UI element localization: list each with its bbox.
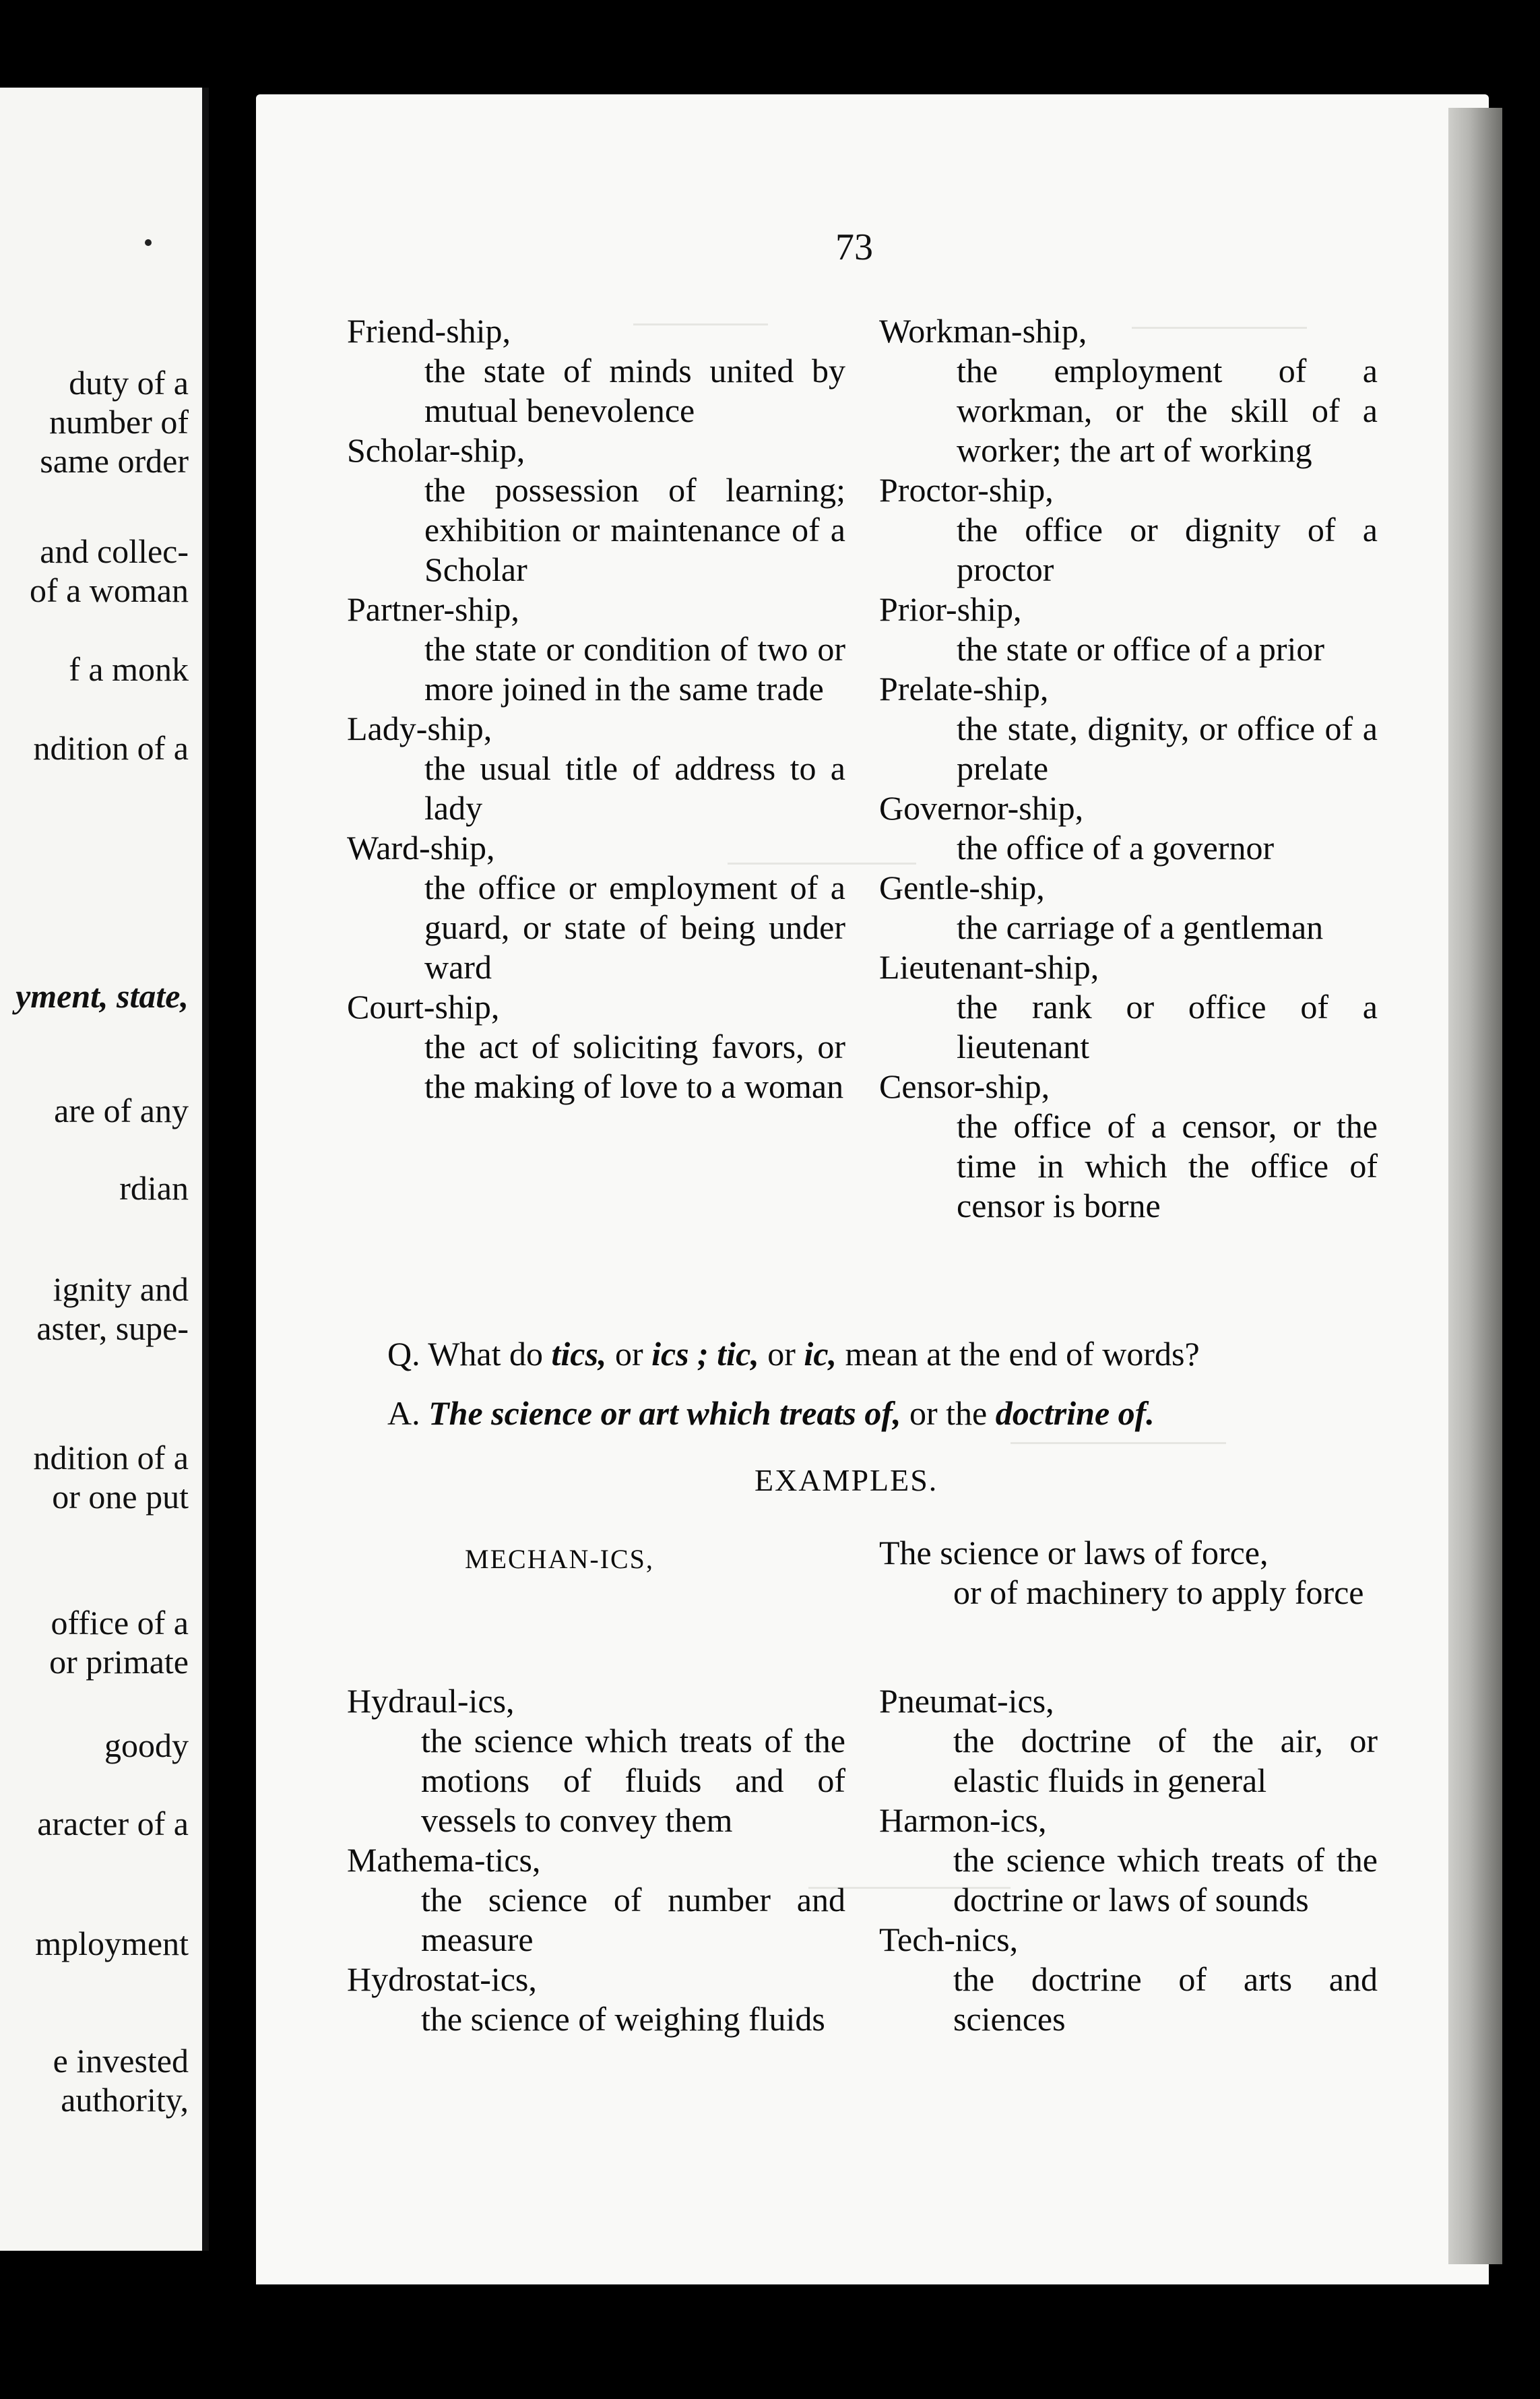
entry bbox=[879, 788, 1378, 868]
term: Tech-nics, bbox=[879, 1921, 1019, 1958]
term: Lieutenant-ship, bbox=[879, 948, 1099, 986]
entry bbox=[347, 828, 845, 987]
left-fragment: authority, bbox=[61, 2081, 189, 2119]
term: Friend-ship, bbox=[347, 312, 511, 350]
left-fragment: rdian bbox=[119, 1169, 189, 1207]
definition: the state or office of a prior bbox=[957, 630, 1325, 668]
entry bbox=[879, 1067, 1378, 1226]
suffix-term: tics, bbox=[551, 1335, 607, 1373]
definition: the science of number and measure bbox=[421, 1881, 845, 1958]
definition: the state of minds united by mutual benevolence bbox=[424, 352, 845, 429]
entry bbox=[347, 1960, 845, 2039]
definition-rest: or of machinery to apply force bbox=[953, 1574, 1364, 1611]
entry bbox=[879, 868, 1378, 947]
left-fragment: yment, state, bbox=[15, 977, 189, 1015]
mechanics-definition bbox=[879, 1533, 1378, 1613]
definition: the doctrine of the air, or elastic fluids in general bbox=[953, 1722, 1378, 1799]
examples-heading: EXAMPLES. bbox=[755, 1463, 938, 1497]
term: Gentle-ship, bbox=[879, 869, 1045, 906]
left-fragment: and collec- bbox=[40, 532, 189, 570]
term: Pneumat-ics, bbox=[879, 1682, 1054, 1720]
definition: the doctrine of arts and sciences bbox=[953, 1960, 1378, 2038]
entry bbox=[879, 470, 1378, 590]
term: Partner-ship, bbox=[347, 590, 519, 628]
definition: the possession of learning; exhibition or maintenance of a Scholar bbox=[424, 471, 845, 588]
left-fragment: ndition of a bbox=[33, 729, 189, 767]
left-fragment: aracter of a bbox=[37, 1805, 189, 1842]
entry bbox=[879, 1801, 1378, 1920]
left-fragment: number of bbox=[49, 403, 189, 441]
entry bbox=[347, 1681, 845, 1840]
question-text: What do bbox=[428, 1335, 543, 1373]
previous-page bbox=[0, 88, 209, 2251]
term: Hydrostat-ics, bbox=[347, 1960, 537, 1998]
ink-dot bbox=[145, 239, 152, 246]
entry bbox=[347, 1840, 845, 1960]
definition: the employment of a workman, or the skill of a worker; the art of working bbox=[957, 352, 1378, 469]
entry bbox=[347, 590, 845, 709]
left-fragment: office of a bbox=[51, 1604, 189, 1642]
definition: the state, dignity, or office of a prelate bbox=[957, 710, 1378, 787]
answer-emphasis: doctrine of. bbox=[995, 1394, 1155, 1432]
ics-column-left bbox=[347, 1681, 845, 2039]
left-fragment: f a monk bbox=[69, 650, 189, 688]
question bbox=[387, 1334, 1371, 1373]
definition: the science which treats of the doctrine or laws of sounds bbox=[953, 1841, 1378, 1919]
answer bbox=[387, 1394, 1371, 1433]
term: Proctor-ship, bbox=[879, 471, 1054, 509]
entry bbox=[879, 1920, 1378, 2039]
definition: the act of soliciting favors, or the making of love to a woman bbox=[424, 1028, 845, 1105]
ship-column-left bbox=[347, 311, 845, 1107]
question-label: Q. bbox=[387, 1335, 420, 1373]
suffix-term: ic, bbox=[804, 1335, 837, 1373]
definition: the science of weighing fluids bbox=[421, 2000, 825, 2038]
question-text: or bbox=[767, 1335, 796, 1373]
entry bbox=[879, 311, 1378, 470]
definition: the office of a censor, or the time in which the office of censor is borne bbox=[957, 1107, 1378, 1224]
entry bbox=[879, 947, 1378, 1067]
question-text: or bbox=[614, 1335, 643, 1373]
definition-first-line: The science or laws of force, bbox=[879, 1534, 1269, 1571]
left-fragment: ndition of a bbox=[33, 1439, 189, 1476]
left-fragment: ignity and bbox=[53, 1270, 189, 1308]
term: Harmon-ics, bbox=[879, 1801, 1047, 1839]
left-fragment: are of any bbox=[54, 1092, 189, 1129]
left-fragment: mployment bbox=[35, 1925, 189, 1962]
term: Ward-ship, bbox=[347, 829, 495, 867]
entry bbox=[347, 311, 845, 431]
definition: the state or condition of two or more joined in the same trade bbox=[424, 630, 845, 708]
left-fragment: same order bbox=[40, 442, 189, 480]
term: Prior-ship, bbox=[879, 590, 1022, 628]
left-fragment: aster, supe- bbox=[36, 1309, 189, 1347]
entry bbox=[879, 590, 1378, 669]
entry bbox=[347, 987, 845, 1107]
term: Governor-ship, bbox=[879, 789, 1084, 827]
term: Workman-ship, bbox=[879, 312, 1087, 350]
term: Lady-ship, bbox=[347, 710, 492, 747]
definition: the science which treats of the motions of fluids and of vessels to convey them bbox=[421, 1722, 845, 1839]
term: Scholar-ship, bbox=[347, 431, 525, 469]
left-fragment: of a woman bbox=[29, 571, 189, 609]
ship-column-right bbox=[879, 311, 1378, 1226]
page-number: 73 bbox=[835, 226, 873, 268]
page-edge bbox=[1448, 108, 1502, 2264]
entry bbox=[347, 431, 845, 590]
definition: the usual title of address to a lady bbox=[424, 749, 845, 827]
term: Prelate-ship, bbox=[879, 670, 1049, 708]
definition: the rank or office of a lieutenant bbox=[957, 988, 1378, 1065]
left-fragment: duty of a bbox=[69, 364, 189, 402]
term: Court-ship, bbox=[347, 988, 500, 1026]
definition: the carriage of a gentleman bbox=[957, 908, 1324, 946]
left-fragment: goody bbox=[104, 1726, 189, 1764]
definition: the office or dignity of a proctor bbox=[957, 511, 1378, 588]
ics-column-right bbox=[879, 1681, 1378, 2039]
question-text: mean at the end of words? bbox=[845, 1335, 1200, 1373]
entry bbox=[879, 669, 1378, 788]
entry bbox=[347, 709, 845, 828]
definition: the office or employment of a guard, or state of being under ward bbox=[424, 869, 845, 986]
entry bbox=[879, 1681, 1378, 1801]
left-fragment: e invested bbox=[53, 2042, 189, 2080]
mechanics-term: MECHAN-ICS, bbox=[465, 1544, 654, 1574]
term: Mathema-tics, bbox=[347, 1841, 541, 1879]
left-fragment: or primate bbox=[49, 1643, 189, 1681]
definition: the office of a governor bbox=[957, 829, 1275, 867]
answer-emphasis: The science or art which treats of, bbox=[428, 1394, 901, 1432]
answer-text: or the bbox=[909, 1394, 988, 1432]
term: Hydraul-ics, bbox=[347, 1682, 515, 1720]
suffix-term: ics ; tic, bbox=[651, 1335, 759, 1373]
answer-label: A. bbox=[387, 1394, 420, 1432]
term: Censor-ship, bbox=[879, 1067, 1050, 1105]
left-fragment: or one put bbox=[52, 1478, 189, 1516]
